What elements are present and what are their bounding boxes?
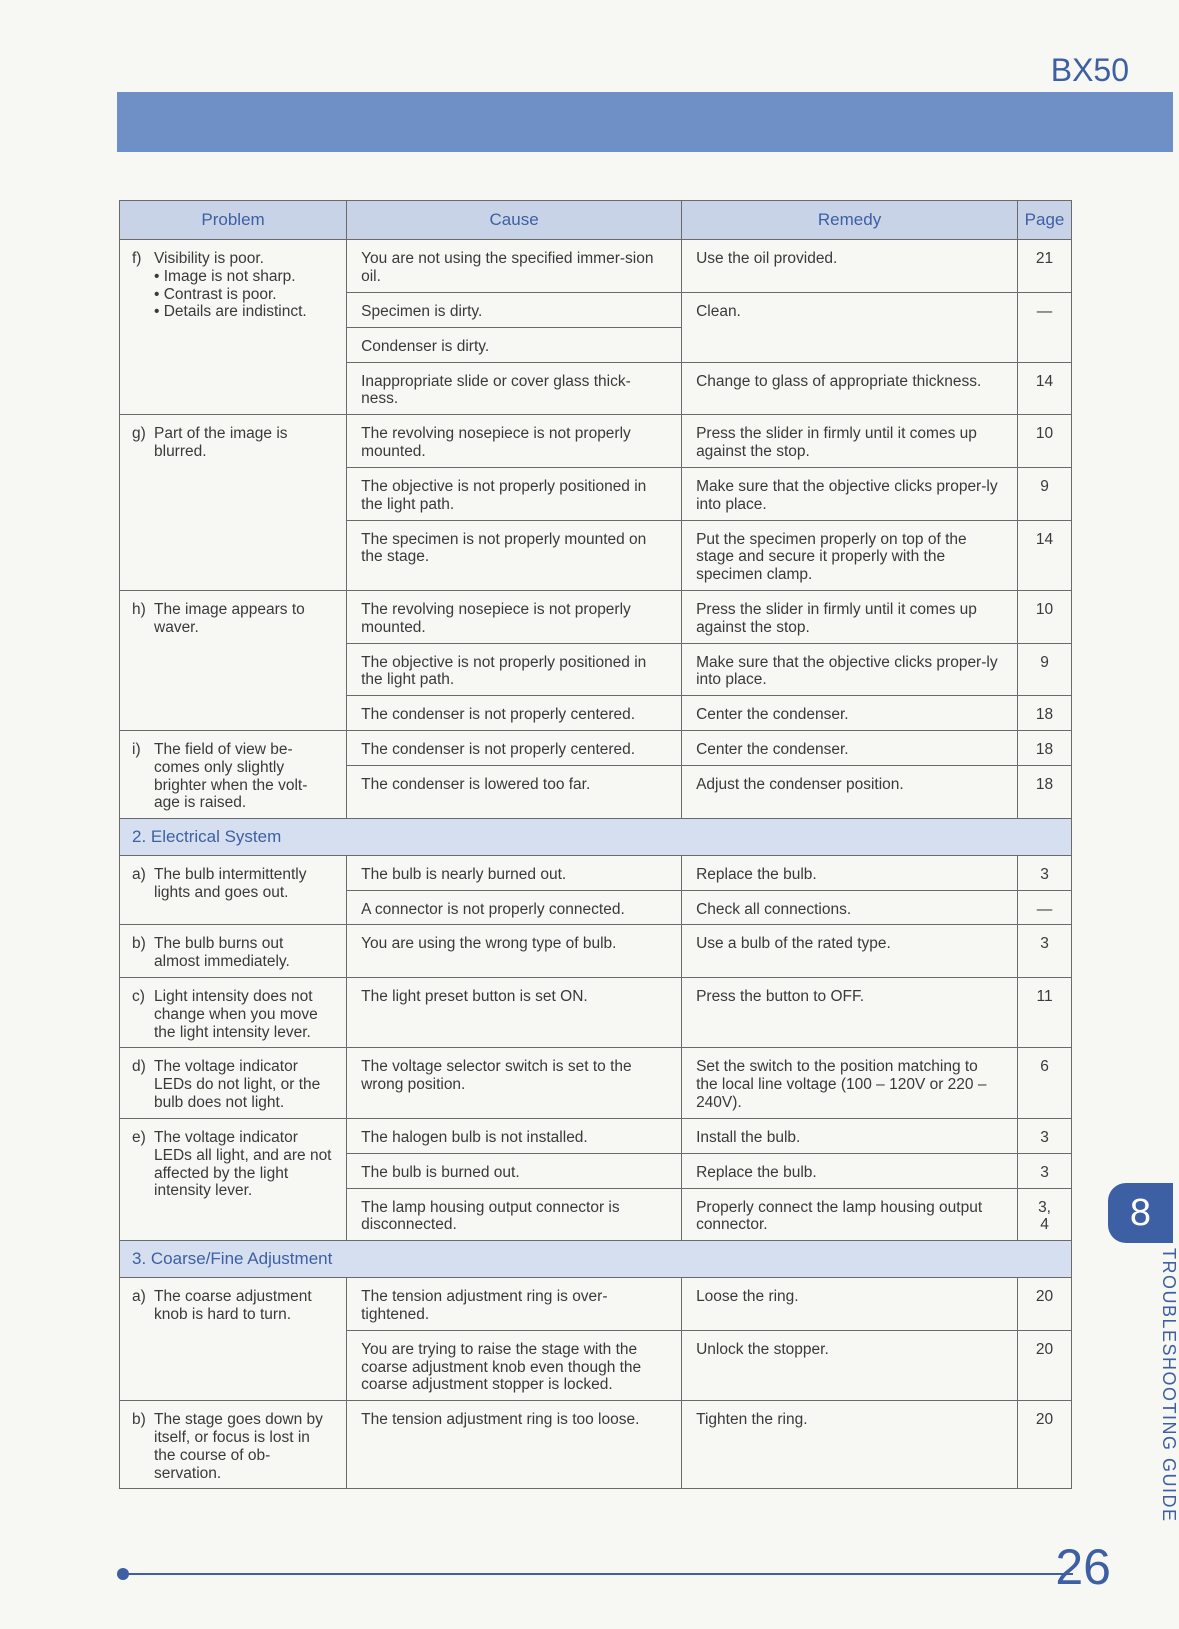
page-cell: 3 [1018, 1118, 1072, 1153]
problem-text: Part of the image is blurred. [154, 425, 288, 461]
bullet-item: • Contrast is poor. [154, 286, 332, 304]
section-row [120, 1241, 1072, 1278]
problem-label: e) [132, 1128, 146, 1146]
cause-cell: Inappropriate slide or cover glass thick-ness. [347, 362, 682, 415]
remedy-cell: Set the switch to the position matching to the local line voltage (100 – 120V or 220 – 240V). [682, 1048, 1018, 1118]
cause-cell: Specimen is dirty. [347, 293, 682, 328]
page-cell: 10 [1018, 415, 1072, 468]
bullet-item: • Image is not sharp. [154, 268, 332, 286]
cause-cell: The revolving nosepiece is not properly mounted. [347, 415, 682, 468]
problem-cell [120, 1118, 347, 1240]
problem-label: i) [132, 741, 141, 758]
page-cell: — [1018, 890, 1072, 925]
page-cell: 10 [1018, 590, 1072, 643]
problem-label: c) [132, 988, 145, 1006]
problem-text: The voltage indicator LEDs all light, and are not affected by the light intensity lever. [154, 1128, 332, 1200]
remedy-cell: Put the specimen properly on top of the stage and secure it properly with the specimen clamp. [682, 520, 1018, 590]
troubleshooting-table [119, 200, 1072, 1489]
problem-label: h) [132, 600, 146, 618]
remedy-cell: Tighten the ring. [682, 1401, 1018, 1489]
page-cell: 18 [1018, 766, 1072, 819]
page-cell: 20 [1018, 1330, 1072, 1400]
problem-cell [120, 240, 347, 415]
problem-text: The voltage indicator LEDs do not light, or the bulb does not light. [154, 1058, 321, 1112]
problem-cell [120, 1401, 347, 1489]
cause-cell: A connector is not properly connected. [347, 890, 682, 925]
problem-label: f) [132, 250, 142, 267]
remedy-cell: Make sure that the objective clicks proper-ly into place. [682, 643, 1018, 696]
page-cell: 11 [1018, 978, 1072, 1048]
remedy-cell: Use the oil provided. [682, 240, 1018, 293]
cause-cell: The revolving nosepiece is not properly mounted. [347, 590, 682, 643]
remedy-cell: Adjust the condenser position. [682, 766, 1018, 819]
page-cell: 18 [1018, 731, 1072, 766]
problem-text: The coarse adjustment knob is hard to turn. [154, 1287, 312, 1323]
remedy-cell: Unlock the stopper. [682, 1330, 1018, 1400]
cause-cell: The lamp housing output connector is disconnected. [347, 1188, 682, 1241]
remedy-cell: Clean. [682, 293, 1018, 363]
remedy-cell: Replace the bulb. [682, 855, 1018, 890]
page-cell: 3 [1018, 1153, 1072, 1188]
cause-cell: The tension adjustment ring is too loose. [347, 1401, 682, 1489]
problem-label: b) [132, 935, 146, 953]
problem-bullets [154, 268, 332, 321]
problem-label: a) [132, 1287, 146, 1305]
cause-cell: The specimen is not properly mounted on the stage. [347, 520, 682, 590]
problem-text: The field of view be-comes only slightly brighter when the volt-age is raised. [154, 741, 308, 812]
cause-cell: The condenser is not properly centered. [347, 696, 682, 731]
cause-cell: The voltage selector switch is set to the wrong position. [347, 1048, 682, 1118]
cause-cell: You are trying to raise the stage with the coarse adjustment knob even though the coarse adjustment stopper is locked. [347, 1330, 682, 1400]
page-cell: 18 [1018, 696, 1072, 731]
problem-cell [120, 978, 347, 1048]
page-cell: 6 [1018, 1048, 1072, 1118]
problem-cell [120, 1277, 347, 1400]
header-page: Page [1018, 201, 1072, 240]
page-cell: 3, 4 [1018, 1188, 1072, 1241]
remedy-cell: Center the condenser. [682, 731, 1018, 766]
page-cell: 9 [1018, 467, 1072, 520]
problem-text: Visibility is poor. [154, 250, 264, 267]
remedy-cell: Loose the ring. [682, 1277, 1018, 1330]
problem-cell [120, 415, 347, 591]
remedy-cell: Center the condenser. [682, 696, 1018, 731]
cause-cell: The light preset button is set ON. [347, 978, 682, 1048]
cause-cell: You are using the wrong type of bulb. [347, 925, 682, 978]
header-cause: Cause [347, 201, 682, 240]
remedy-cell: Press the button to OFF. [682, 978, 1018, 1048]
model-name: BX50 [1050, 52, 1129, 88]
cause-cell: Condenser is dirty. [347, 327, 682, 362]
cause-cell: The tension adjustment ring is over-tightened. [347, 1277, 682, 1330]
remedy-cell: Replace the bulb. [682, 1153, 1018, 1188]
page-cell: 3 [1018, 855, 1072, 890]
chapter-title: TROUBLESHOOTING GUIDE [1159, 1248, 1179, 1523]
cause-cell: The objective is not properly positioned in the light path. [347, 643, 682, 696]
problem-label: g) [132, 425, 146, 443]
problem-text: The bulb intermittently lights and goes out. [154, 865, 307, 901]
cause-cell: You are not using the specified immer-sion oil. [347, 240, 682, 293]
problem-label: b) [132, 1411, 146, 1429]
problem-label: a) [132, 865, 146, 883]
problem-text: The bulb burns out almost immediately. [154, 935, 290, 971]
section-row [120, 819, 1072, 856]
page-cell: 20 [1018, 1401, 1072, 1489]
remedy-cell: Change to glass of appropriate thickness. [682, 362, 1018, 415]
remedy-cell: Use a bulb of the rated type. [682, 925, 1018, 978]
page-number: 26 [1055, 1539, 1111, 1595]
cause-cell: The halogen bulb is not installed. [347, 1118, 682, 1153]
table-row [120, 1277, 1072, 1330]
table-row [120, 1401, 1072, 1489]
table-row [120, 415, 1072, 468]
table-row [120, 1048, 1072, 1118]
section-title: 2. Electrical System [120, 819, 1072, 856]
table-row [120, 731, 1072, 766]
remedy-cell: Check all connections. [682, 890, 1018, 925]
remedy-cell: Press the slider in firmly until it comes up against the stop. [682, 415, 1018, 468]
problem-cell [120, 731, 347, 819]
remedy-cell: Install the bulb. [682, 1118, 1018, 1153]
section-title: 3. Coarse/Fine Adjustment [120, 1241, 1072, 1278]
cause-cell: The bulb is nearly burned out. [347, 855, 682, 890]
problem-text: Light intensity does not change when you move the light intensity lever. [154, 988, 318, 1041]
table-row [120, 1118, 1072, 1153]
problem-cell [120, 1048, 347, 1118]
page-cell: 21 [1018, 240, 1072, 293]
cause-cell: The condenser is not properly centered. [347, 731, 682, 766]
cause-cell: The bulb is burned out. [347, 1153, 682, 1188]
problem-text: The image appears to waver. [154, 600, 305, 636]
page-cell: 14 [1018, 520, 1072, 590]
table-row [120, 978, 1072, 1048]
page-cell: — [1018, 293, 1072, 363]
footer-rule [123, 1573, 1073, 1575]
page-cell: 14 [1018, 362, 1072, 415]
header-remedy: Remedy [682, 201, 1018, 240]
remedy-cell: Properly connect the lamp housing output connector. [682, 1188, 1018, 1241]
chapter-tab: 8 [1108, 1183, 1173, 1243]
problem-cell [120, 925, 347, 978]
table-row [120, 240, 1072, 293]
remedy-cell: Make sure that the objective clicks proper-ly into place. [682, 467, 1018, 520]
problem-text: The stage goes down by itself, or focus is lost in the course of ob-servation. [154, 1411, 323, 1482]
header-problem: Problem [120, 201, 347, 240]
header-banner [117, 92, 1173, 152]
table-header-row [120, 201, 1072, 240]
page-cell: 20 [1018, 1277, 1072, 1330]
table-row [120, 590, 1072, 643]
page-cell: 3 [1018, 925, 1072, 978]
page-cell: 9 [1018, 643, 1072, 696]
cause-cell: The condenser is lowered too far. [347, 766, 682, 819]
problem-cell [120, 590, 347, 730]
cause-cell: The objective is not properly positioned in the light path. [347, 467, 682, 520]
problem-label: d) [132, 1058, 146, 1076]
remedy-cell: Press the slider in firmly until it comes up against the stop. [682, 590, 1018, 643]
bullet-item: • Details are indistinct. [154, 303, 332, 321]
table-row [120, 925, 1072, 978]
problem-cell [120, 855, 347, 925]
table-row [120, 855, 1072, 890]
